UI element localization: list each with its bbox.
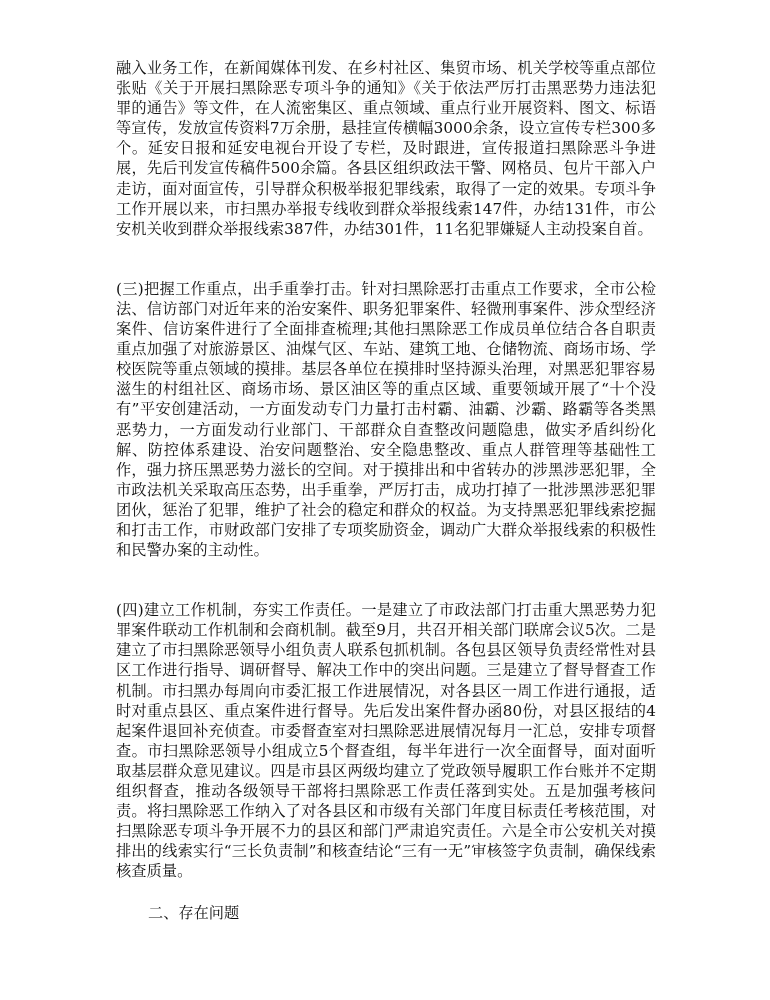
document-page <box>116 58 656 923</box>
paragraph-spacer <box>116 239 656 279</box>
paragraph-spacer <box>116 560 656 600</box>
paragraph-publicity: 融入业务工作，在新闻媒体刊发、在乡村社区、集贸市场、机关学校等重点部位张贴《关于开展扫黑除恶专项斗争的通知》《关于依法严厉打击黑恶势力违法犯罪的通告》等文件，在人流密集区、重点领域、重点行业开展资料、图文、标语等宣传，发放宣传资料7万余册，悬挂宣传横幅3000余条，设立宣传专栏300多个。延安日报和延安电视台开设了专栏，及时跟进，宣传报道扫黑除恶斗争进展，先后刊发宣传稿件500余篇。各县区组织政法干警、网格员、包片干部入户走访，面对面宣传，引导群众积极举报犯罪线索，取得了一定的效果。专项斗争工作开展以来，市扫黑办举报专线收到群众举报线索147件，办结131件，市公安机关收到群众举报线索387件，办结301件，11名犯罪嫌疑人主动投案自首。 <box>116 59 656 238</box>
paragraph-section-3: (三)把握工作重点，出手重拳打击。针对扫黑除恶打击重点工作要求，全市公检法、信访部门对近年来的治安案件、职务犯罪案件、轻微刑事案件、涉众型经济案件、信访案件进行了全面排查梳理;其他扫黑除恶工作成员单位结合各自职责重点加强了对旅游景区、油煤气区、车站、建筑工地、仓储物流、商场市场、学校医院等重点领域的摸排。基层各单位在摸排时坚持源头治理，对黑恶犯罪容易滋生的村组社区、商场市场、景区油区等的重点区域、重要领域开展了“十个没有”平安创建活动，一方面发动专门力量打击村霸、油霸、沙霸、路霸等各类黑恶势力，一方面发动行业部门、干部群众自查整改问题隐患，做实矛盾纠纷化解、防控体系建设、治安问题整治、安全隐患整改、重点人群管理等基础性工作，强力挤压黑恶势力滋长的空间。对于摸排出和中省转办的涉黑涉恶犯罪，全市政法机关采取高压态势，出手重拳，严厉打击，成功打掉了一批涉黑涉恶犯罪团伙，惩治了犯罪，维护了社会的稳定和群众的权益。为支持黑恶犯罪线索挖掘和打击工作，市财政部门安排了专项奖励资金，调动广大群众举报线索的积极性和民警办案的主动性。 <box>116 279 656 560</box>
paragraph-section-4: (四)建立工作机制，夯实工作责任。一是建立了市政法部门打击重大黑恶势力犯罪案件联动工作机制和会商机制。截至9月，共召开相关部门联席会议5次。二是建立了市扫黑除恶领导小组负责人联系包抓机制。各包县区领导负责经常性对县区工作进行指导、调研督导、解决工作中的突出问题。三是建立了督导督查工作机制。市扫黑办每周向市委汇报工作进展情况，对各县区一周工作进行通报，适时对重点县区、重点案件进行督导。先后发出案件督办函80份，对县区报结的4起案件退回补充侦查。市委督查室对扫黑除恶进展情况每月一汇总，安排专项督查。市扫黑除恶领导小组成立5个督查组，每半年进行一次全面督导，面对面听取基层群众意见建议。四是市县区两级均建立了党政领导履职工作台账并不定期组织督查，推动各级领导干部将扫黑除恶工作责任落到实处。五是加强考核问责。将扫黑除恶工作纳入了对各县区和市级有关部门年度目标责任考核范围，对扫黑除恶专项斗争开展不力的县区和部门严肃追究责任。六是全市公安机关对摸排出的线索实行“三长负责制”和核查结论“三有一无”审核签字负责制，确保线索核查质量。 <box>116 601 656 881</box>
paragraph-spacer <box>116 881 656 903</box>
section-heading: 二、存在问题 <box>148 904 240 923</box>
